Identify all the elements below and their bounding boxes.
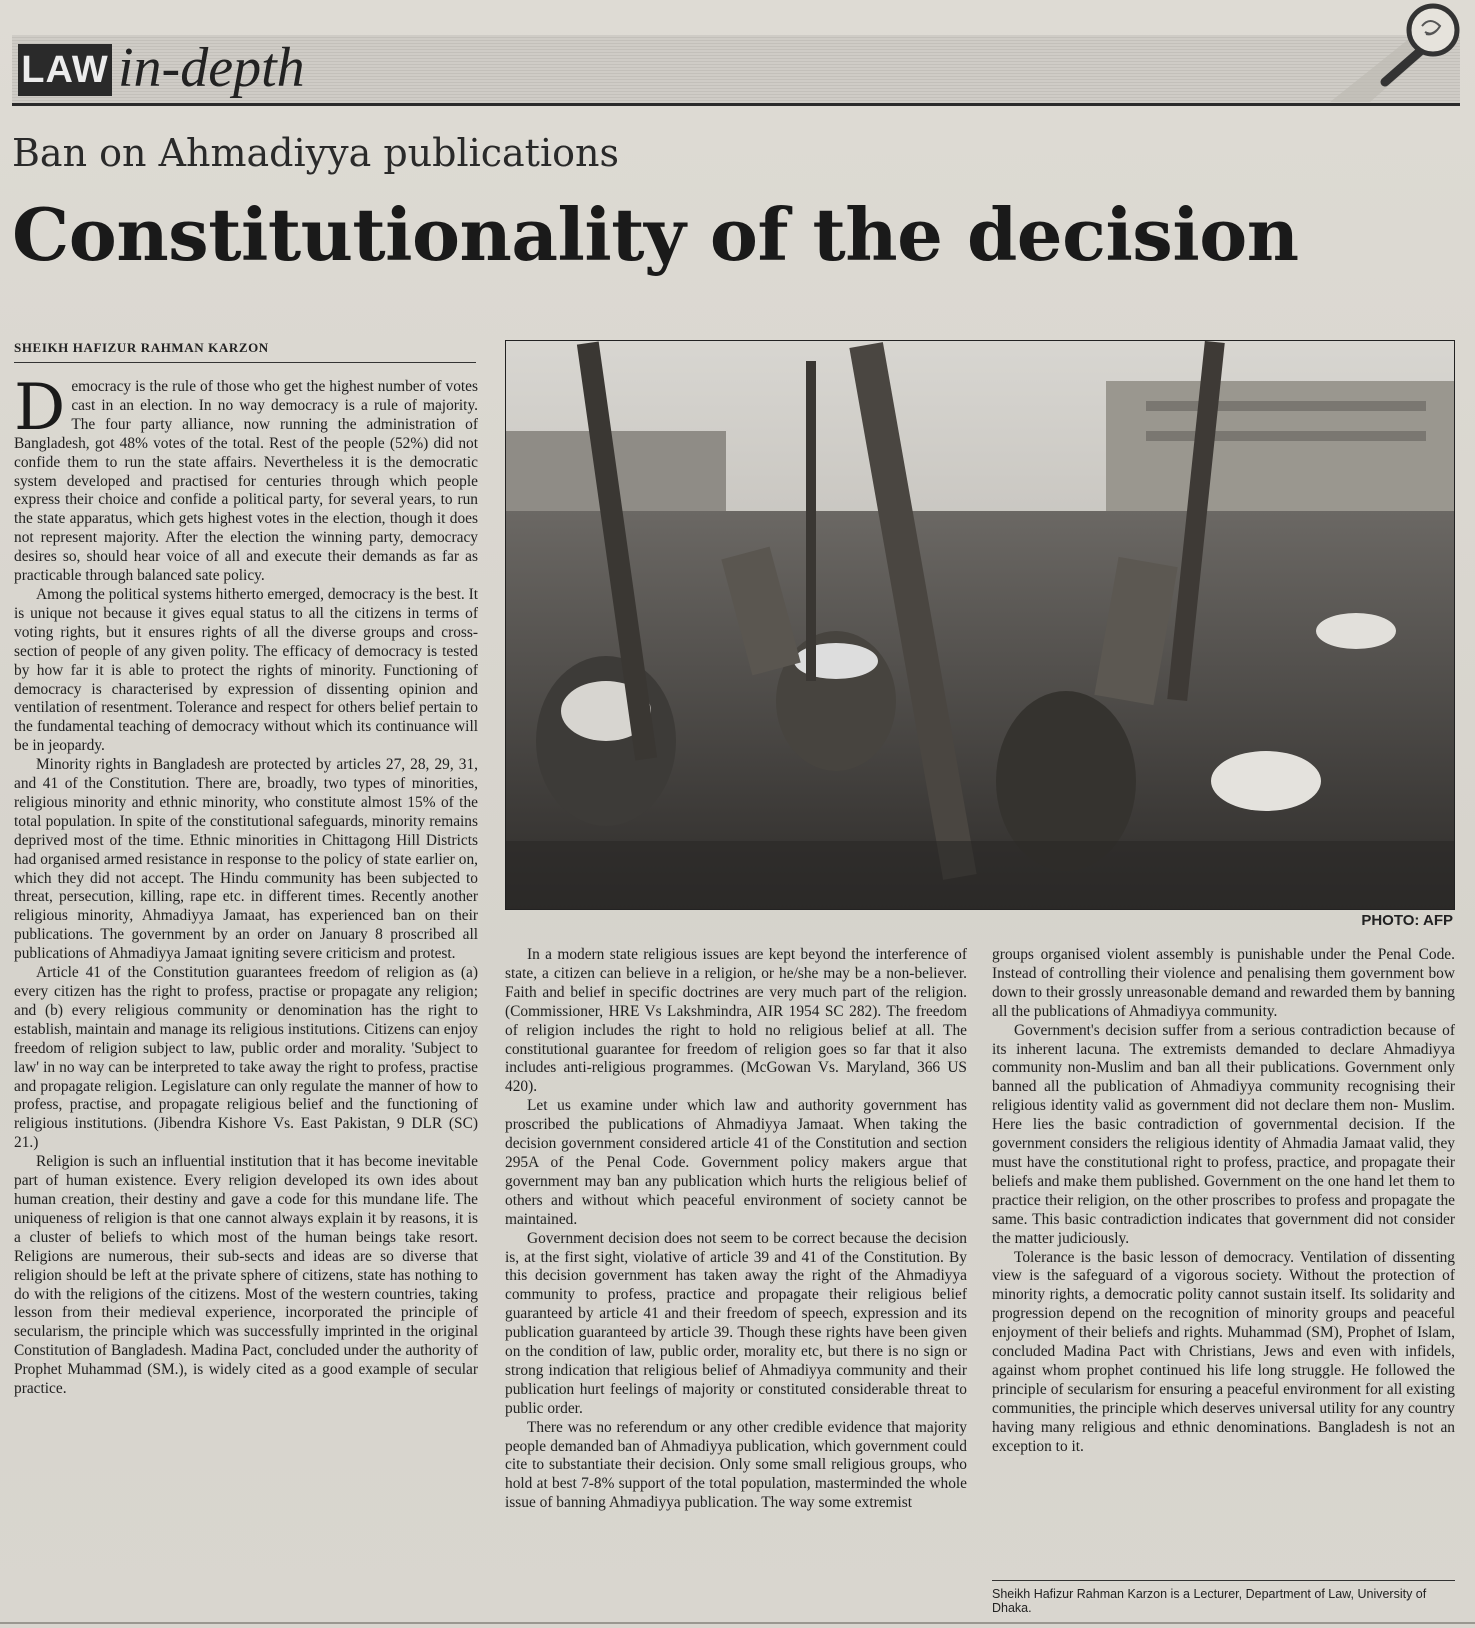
- headline: Constitutionality of the decision: [12, 192, 1299, 277]
- article-paragraph: Article 41 of the Constitution guarantees freedom of religion as (a) every citizen has the right to profess, practise or propagate any religion; and (b) every religious community or denomination has the right to establish, maintain and manage its religious institutions. Citizens can enjoy freedom of religion subject to law, public order and morality. 'Subject to law' in no way can be interpreted to take away the right to profess, practise and propagate religion. Legislature can only regulate the manner of how to profess, practise, and propagate religious belief and the functioning of religious institutions. (Jibendra Kishore Vs. East Pakistan, 9 DLR (SC) 21.): [14, 964, 478, 1152]
- article-paragraph: Minority rights in Bangladesh are protected by articles 27, 28, 29, 31, and 41 of the Constitution. There are, broadly, two types of minorities, religious minority and ethnic minority, who constitute almost 15% of the total population. In spite of the constitutional safeguards, minority remains deprived most of the time. Ethnic minorities in Chittagong Hill Districts had organised armed resistance in response to the policy of state earlier on, which they did not accept. The Hindu community has been subjected to threat, persecution, killing, rape etc. in different times. Recently another religious minority, Ahmadiyya Jamaat, has experienced ban on their publications. The government by an order on January 8 proscribed all publications of Ahmadiyya Jamaat igniting severe criticism and protest.: [14, 756, 478, 963]
- bottom-rule: [0, 1622, 1475, 1624]
- article-paragraph: Government's decision suffer from a serious contradiction because of its inherent lacuna. The extremists demanded to declare Ahmadiyya community non-Muslim and ban all their publications. Government only banned all the publication of Ahmadiyya community recognising their religious identity valid as government did not declare them non- Muslim. Here lies the basic contradiction of governmental decision. If the government considers the religious identity of Ahmadia Jamaat valid, they must have the constitutional right to profess, practice, and propagate their beliefs and make them published. Government on the one hand let them to practice their religion, on the other proscribes to profess and propagate the same. This basic contradiction indicates that government did not consider the matter judiciously.: [992, 1021, 1455, 1247]
- photo-credit: PHOTO: AFP: [1361, 912, 1453, 929]
- article-paragraph: Government decision does not seem to be correct because the decision is, at the first sight, violative of article 39 and 41 of the Constitution. By this decision government has taken away the right of the Ahmadiyya community to profess, practice and propagate their religious belief guaranteed by article 41 and their freedom of speech, expression and its publication guaranteed by article 39. Though these rights have been given on the condition of law, public order, morality etc, but there is no sign or strong indication that religious belief of Ahmadiyya community and their publication hurt feelings of majority or constituted considerable threat to public order.: [505, 1229, 967, 1417]
- article-paragraph: Democracy is the rule of those who get the highest number of votes cast in an election. In no way democracy is a rule of majority. The four party alliance, now running the administration of Bangladesh, got 48% votes of the total. Rest of the people (52%) did not confide them to run the state affairs. Nevertheless it is the democratic system developed and practised for centuries through which people express their choice and confide a political party, for several years, to run the state apparatus, which gets highest votes in the election, though it does not represent majority. After the election the winning party, democracy desires so, should hear voice of all and execute their demands as far as practicable through balanced sate policy.: [14, 378, 478, 585]
- byline: SHEIKH HAFIZUR RAHMAN KARZON: [14, 340, 476, 363]
- section-title: in-depth: [118, 37, 305, 99]
- magnifying-glass-icon: [1330, 2, 1460, 112]
- author-bio: Sheikh Hafizur Rahman Karzon is a Lecturer, Department of Law, University of Dhaka.: [992, 1580, 1455, 1615]
- protest-crowd-photo: [506, 341, 1454, 909]
- article-paragraph: groups organised violent assembly is punishable under the Penal Code. Instead of controlling their violence and penalising them government bow down to their grossly unreasonable demand and rewarded them by banning all the publications of Ahmadiyya community.: [992, 946, 1455, 1020]
- protest-photo: [505, 340, 1455, 910]
- article-column-1: [14, 378, 478, 1618]
- kicker: Ban on Ahmadiyya publications: [12, 131, 619, 175]
- article-paragraph: In a modern state religious issues are kept beyond the interference of state, a citizen can believe in a religion, or he/she may be a non-believer. Faith and belief in specific doctrines are very much part of the religion. (Commissioner, HRE Vs Lakshmindra, AIR 1954 SC 282). The freedom of religion includes the right to hold no religious belief at all. The constitutional guarantee for freedom of religion goes so far that it also includes anti-religious programmes. (McGowan Vs. Maryland, 366 US 420).: [505, 946, 967, 1096]
- article-paragraph: Let us examine under which law and authority government has proscribed the publications of Ahmadiyya Jamaat. When taking the decision government considered article 41 of the Constitution and section 295A of the Penal Code. Government policy makers argue that government may ban any publication which hurts the religious belief of others and without which peaceful environment of society cannot be maintained.: [505, 1097, 967, 1228]
- article-column-3: [992, 946, 1455, 1566]
- article-paragraph: Religion is such an influential institution that it has become inevitable part of human existence. Every religion developed its own ides about human creation, their destiny and gave a code for this mundane life. The uniqueness of religion is that one cannot always explain it by reasons, it is a cluster of beliefs to which most of the human beings take resort. Religions are numerous, their sub-sects and ideas are so diverse that religion should be left at the private sphere of citizens, state has nothing to do with the religions of the citizens. Most of the western countries, taking lesson from their medieval experience, incorporated the principle of secularism, the principle which was successfully imprinted in the original Constitution of Bangladesh. Madina Pact, concluded under the authority of Prophet Muhammad (SM.), is widely cited as a good example of secular practice.: [14, 1153, 478, 1398]
- article-paragraph: There was no referendum or any other credible evidence that majority people demanded ban of Ahmadiyya publication, which government could cite to substantiate their decision. Only some small religious groups, who hold at best 7-8% support of the total population, masterminded the whole issue of banning Ahmadiyya publication. The way some extremist: [505, 1418, 967, 1512]
- article-paragraph: Among the political systems hitherto emerged, democracy is the best. It is unique not because it gives equal status to all the citizens in terms of voting rights, but it ensures rights of all the diverse groups and cross-section of people of any given polity. The efficacy of democracy is tested by how far it is able to protect the rights of minority. Functioning of democracy is characterised by expression of dissenting opinion and ventilation of resentment. Tolerance and respect for others belief pertain to the fundamental teaching of democracy without which its continuance will be in jeopardy.: [14, 585, 478, 755]
- drop-cap: D: [14, 378, 66, 445]
- article-column-2: [505, 946, 967, 1616]
- article-paragraph: Tolerance is the basic lesson of democracy. Ventilation of dissenting view is the safeguard of a vigorous society. Without the protection of minority rights, a democratic polity cannot sustain itself. Its solidarity and progression depend on the recognition of minority groups and peaceful enjoyment of their beliefs and rights. Muhammad (SM), Prophet of Islam, concluded Madina Pact with Christians, Jews and even with infidels, against whom prophet continued his life long struggle. He followed the principle of secularism for ensuring a peaceful environment for all existing communities, the principle which deserves universal utility for any country having many religious and ethnic denominations. Bangladesh is not an exception to it.: [992, 1248, 1455, 1455]
- section-tag: LAW: [18, 44, 112, 96]
